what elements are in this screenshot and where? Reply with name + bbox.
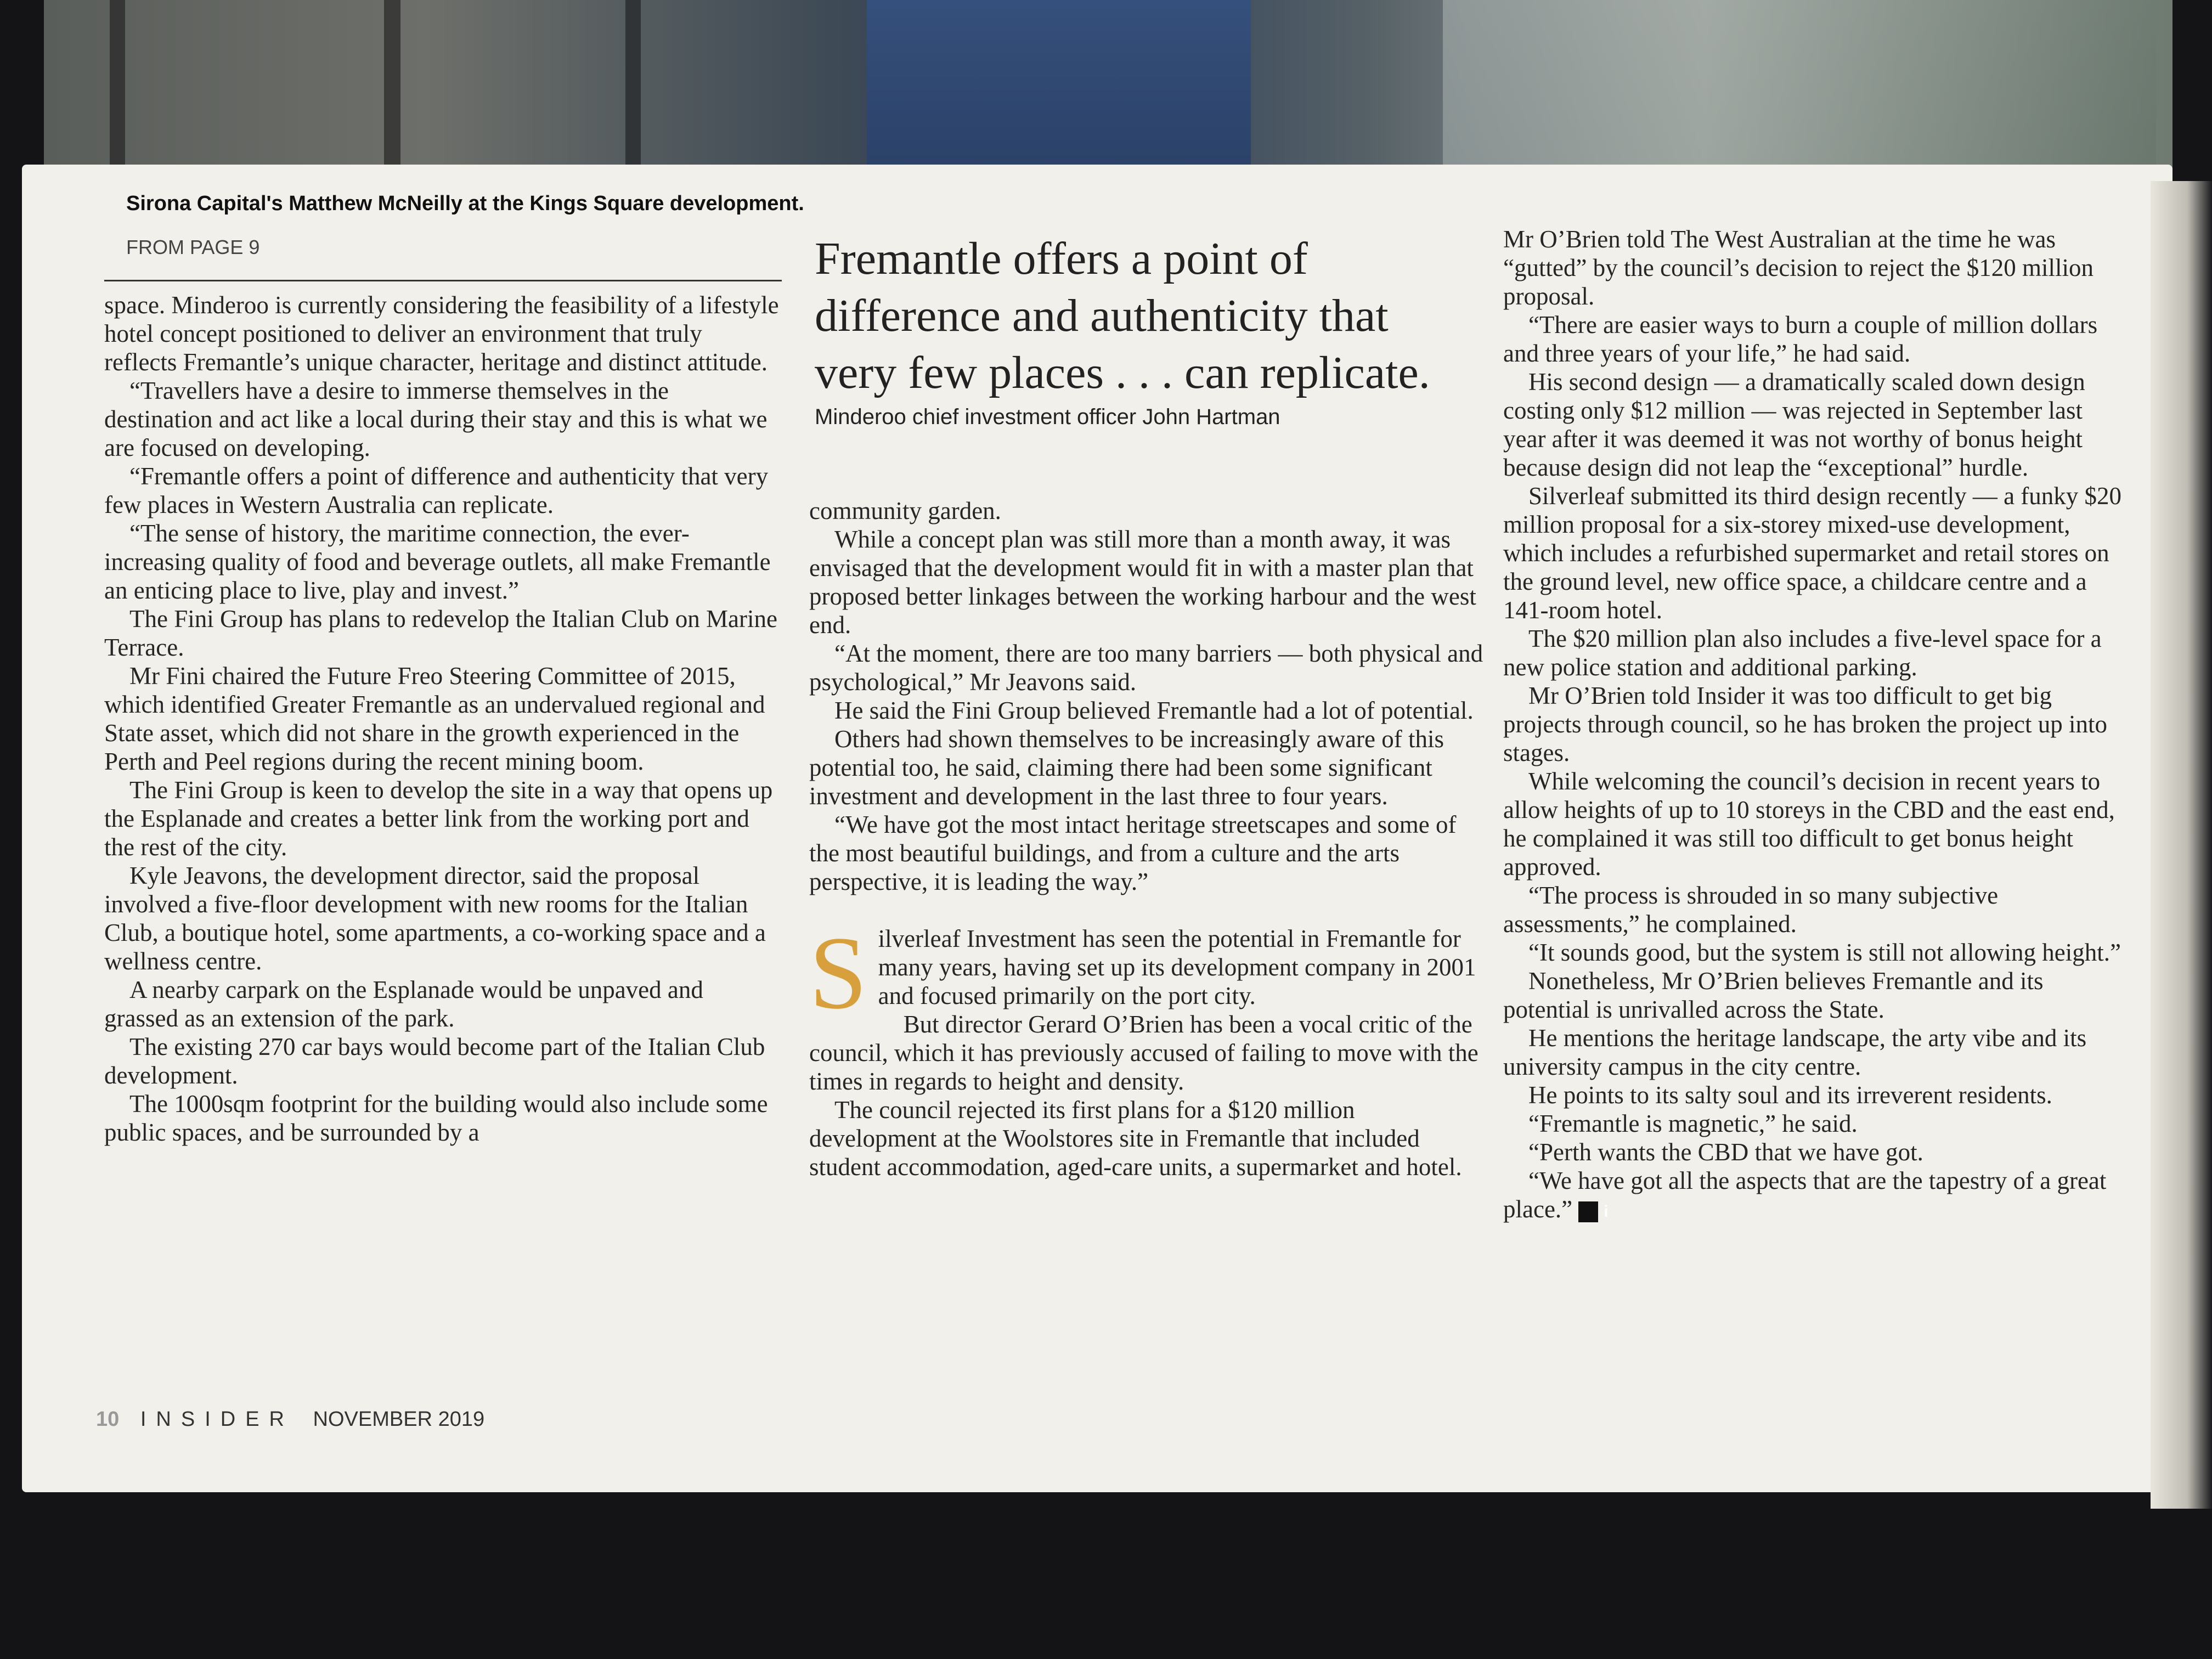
paragraph: While a concept plan was still more than a month away, it was envisaged that the development would fit in with a master plan that proposed better linkages between the working harbour and the west end. — [809, 526, 1476, 639]
paragraph: He mentions the heritage landscape, the arty vibe and its university campus in the city centre. — [1503, 1024, 2087, 1080]
paragraph: The $20 million plan also includes a five-level space for a new police station and additional parking. — [1503, 625, 2102, 681]
page-footer — [96, 1408, 484, 1431]
paragraph: space. Minderoo is currently considering the feasibility of a lifestyle hotel concept positioned to deliver an environment that truly reflects Fremantle’s unique character, heritage and distinct attitude. — [104, 291, 779, 376]
closing-text: “We have got all the aspects that are the tapestry of a great place.” — [1503, 1167, 2107, 1223]
paragraph: “Fremantle is magnetic,” he said. — [1528, 1110, 1858, 1137]
paragraph: Mr O’Brien told The West Australian at the time he was “gutted” by the council’s decision to reject the $120 million proposal. — [1503, 225, 2094, 310]
glass-balustrade — [1443, 0, 2156, 187]
paragraph: “The process is shrouded in so many subjective assessments,” he complained. — [1503, 882, 1999, 938]
paragraph: “It sounds good, but the system is still not allowing height.” — [1528, 939, 2121, 966]
paragraph: community garden. — [809, 497, 1001, 524]
pull-quote-attribution: Minderoo chief investment officer John Hartman — [815, 405, 1280, 429]
paragraph: Others had shown themselves to be increasingly aware of this potential too, he said, claiming there had been some significant investment and development in the last three to four years. — [809, 725, 1444, 810]
paragraph: But director Gerard O’Brien has been a vocal critic of the council, which it has previously accused of failing to move with the times in regards to height and density. — [809, 1011, 1479, 1095]
column-rule — [104, 280, 782, 281]
page-number: 10 — [96, 1408, 120, 1431]
next-page-edge — [2151, 181, 2212, 1509]
paragraph: The council rejected its first plans for a $120 million development at the Woolstores site in Fremantle that included student accommodation, aged-care units, a supermarket and hotel. — [809, 1096, 1462, 1181]
paragraph: “We have got the most intact heritage streetscapes and some of the most beautiful buildings, and from a culture and the arts perspective, it is leading the way.” — [809, 811, 1457, 895]
paragraph: A nearby carpark on the Esplanade would be unpaved and grassed as an extension of the park. — [104, 976, 703, 1032]
paragraph: “Fremantle offers a point of difference and authenticity that very few places in Western Australia can replicate. — [104, 462, 769, 518]
lead-paragraph — [809, 916, 1484, 1031]
lead-text: ilverleaf Investment has seen the potential in Fremantle for many years, having set up its development company in 2001 and focused primarily on the port city. — [878, 925, 1476, 1009]
article-column-3 — [1503, 225, 2129, 1223]
photo-subject — [867, 0, 1251, 187]
paragraph: The Fini Group is keen to develop the site in a way that opens up the Esplanade and creates a better link from the working port and the rest of the city. — [104, 776, 773, 861]
article-column-2 — [809, 496, 1484, 1181]
section-silverleaf — [809, 916, 1484, 1181]
paragraph: Mr O’Brien told Insider it was too difficult to get big projects through council, so he has broken the project up into stages. — [1503, 682, 2107, 766]
publication-name: INSIDER — [140, 1408, 294, 1431]
photo-caption: Sirona Capital's Matthew McNeilly at the Kings Square development. — [126, 192, 804, 215]
paragraph: The existing 270 car bays would become part of the Italian Club development. — [104, 1033, 765, 1089]
paragraph: His second design — a dramatically scaled down design costing only $12 million — was rejected in September last year after it was deemed it was not worthy of bonus height because design did not leap the “exceptional” hurdle. — [1503, 368, 2085, 481]
paragraph: While welcoming the council’s decision in recent years to allow heights of up to 10 storeys in the CBD and the east end, he complained it was still too difficult to get bonus height approved. — [1503, 768, 2115, 881]
paragraph: Kyle Jeavons, the development director, said the proposal involved a five-floor development with new rooms for the Italian Club, a boutique hotel, some apartments, a co-working space and a wellness centre. — [104, 862, 766, 975]
paragraph: “There are easier ways to burn a couple of million dollars and three years of your life,” he had said. — [1503, 311, 2098, 367]
paragraph: “Perth wants the CBD that we have got. — [1528, 1138, 1923, 1166]
issue-date: NOVEMBER 2019 — [313, 1408, 485, 1431]
article-column-1 — [104, 291, 779, 1147]
paragraph: He said the Fini Group believed Fremantle had a lot of potential. — [834, 697, 1474, 724]
paragraph: Nonetheless, Mr O’Brien believes Fremantle and its potential is unrivalled across the State. — [1503, 967, 2044, 1023]
paragraph: Mr Fini chaired the Future Freo Steering Committee of 2015, which identified Greater Fremantle as an undervalued regional and State asset, which did not share in the growth experienced in the Perth and Peel regions during the recent mining boom. — [104, 662, 765, 775]
continued-from-label: FROM PAGE 9 — [126, 236, 260, 258]
paragraph: The 1000sqm footprint for the building would also include some public spaces, and be surrounded by a — [104, 1090, 768, 1146]
end-of-article-icon: i — [1578, 1201, 1598, 1222]
paragraph — [1503, 1166, 2129, 1223]
pull-quote: Fremantle offers a point of difference and authenticity that very few places . . . can replicate. — [815, 233, 1430, 398]
paragraph: Silverleaf submitted its third design recently — a funky $20 million proposal for a six-storey mixed-use development, which includes a refurbished supermarket and retail stores on the ground level, new office space, a childcare centre and a 141-room hotel. — [1503, 482, 2122, 624]
paragraph: “Travellers have a desire to immerse themselves in the destination and act like a local during their stay and this is what we are focused on developing. — [104, 377, 768, 461]
drop-cap: S — [809, 916, 867, 1031]
paragraph: The Fini Group has plans to redevelop the Italian Club on Marine Terrace. — [104, 605, 777, 661]
paragraph: “The sense of history, the maritime connection, the ever-increasing quality of food and beverage outlets, all make Fremantle an enticing place to live, play and invest.” — [104, 520, 771, 604]
paragraph: “At the moment, there are too many barriers — both physical and psychological,” Mr Jeavons said. — [809, 640, 1483, 696]
paragraph: He points to its salty soul and its irreverent residents. — [1528, 1081, 2052, 1109]
